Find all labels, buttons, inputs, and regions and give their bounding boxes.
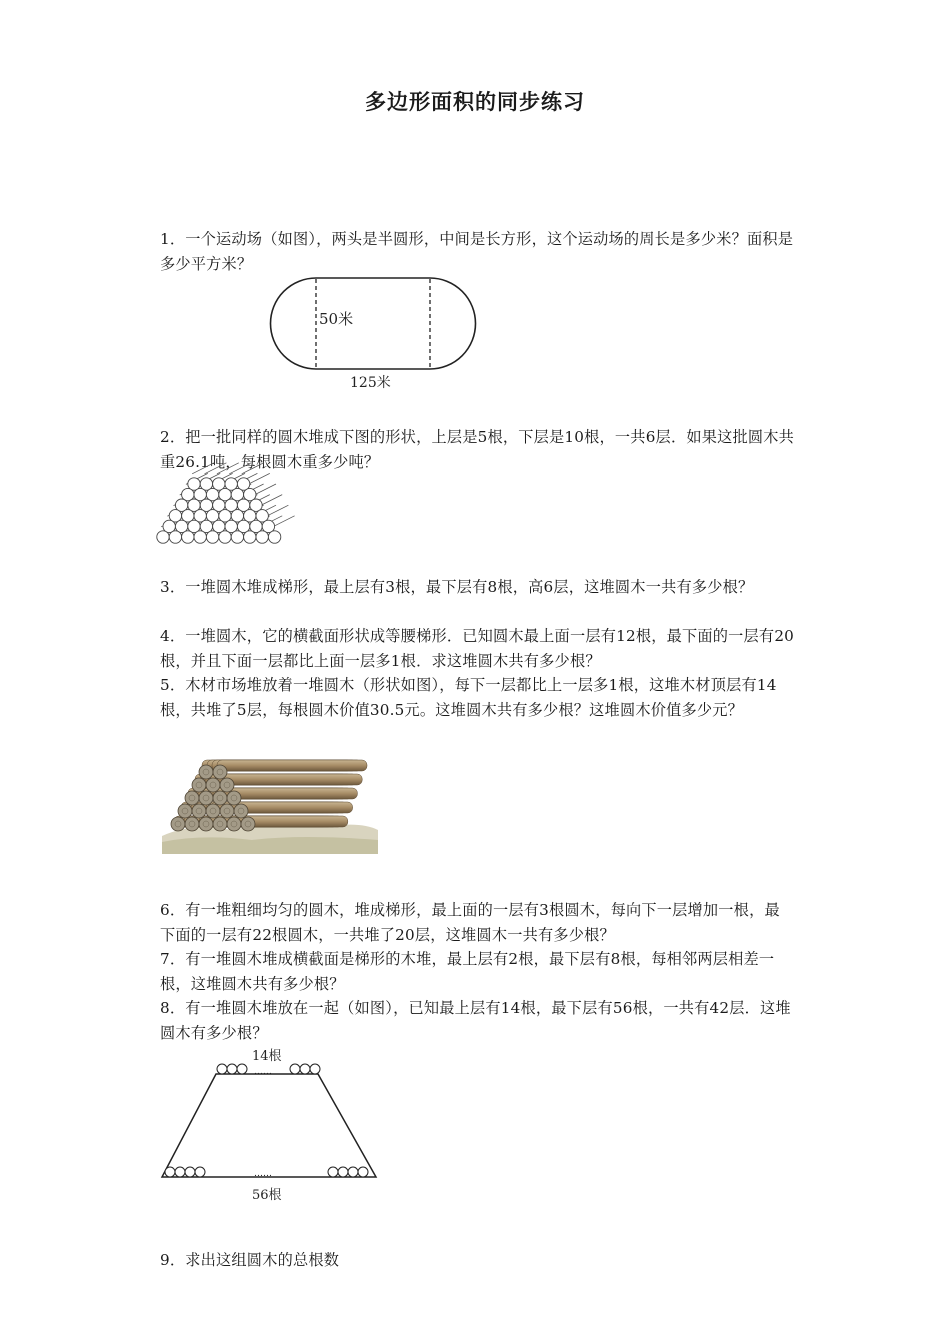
log-end (231, 531, 243, 543)
timber-log-end (199, 791, 213, 805)
pile-log (165, 1167, 175, 1177)
timber-log-end (227, 817, 241, 831)
timber-log (217, 760, 367, 771)
pile-log (310, 1064, 320, 1074)
timber-log-end (199, 765, 213, 779)
pile-log (195, 1167, 205, 1177)
timber-log-end (206, 778, 220, 792)
question-3: 3．一堆圆木堆成梯形，最上层有3根，最下层有8根，高6层，这堆圆木一共有多少根？ (160, 578, 754, 596)
timber-log-end (213, 817, 227, 831)
log-end (268, 531, 280, 543)
question-1: 1．一个运动场（如图），两头是半圆形，中间是长方形，这个运动场的周长是多少米？面积是多少平方米？ (160, 230, 794, 273)
stadium-figure (268, 276, 480, 394)
pile-log (227, 1064, 237, 1074)
question-2: 2．把一批同样的圆木堆成下图的形状，上层是5根，下层是10根，一共6层．如果这批圆木共重26.1吨，每根圆木重多少吨？ (160, 428, 795, 471)
log-end (244, 531, 256, 543)
log-body-line (254, 484, 276, 495)
question-7: 7．有一堆圆木堆成横截面是梯形的木堆，最上层有2根，最下层有8根，每相邻两层相差一根，这堆圆木共有多少根？ (160, 950, 775, 993)
page-title: 多边形面积的同步练习 (365, 90, 585, 114)
question-4: 4．一堆圆木，它的横截面形状成等腰梯形．已知圆木最上面一层有12根，最下面的一层有20根，并且下面一层都比上面一层多1根．求这堆圆木共有多少根？ (160, 627, 795, 670)
log-end (194, 531, 206, 543)
timber-log-end (185, 791, 199, 805)
trapezoid-pile-figure (160, 1044, 380, 1206)
timber-log-end (171, 817, 185, 831)
bottom-count-label: 56根 (252, 1188, 282, 1203)
log-end (182, 531, 194, 543)
bottom-ellipsis: …… (254, 1169, 272, 1179)
question-6: 6．有一堆粗细均匀的圆木，堆成梯形，最上面的一层有3根圆木，每向下一层增加一根，最下面的一层有22根圆木，一共堆了20层，这堆圆木一共有多少根？ (160, 901, 780, 944)
timber-log-end (234, 804, 248, 818)
top-ellipsis: …… (254, 1067, 272, 1077)
timber-log-end (241, 817, 255, 831)
pile-log (175, 1167, 185, 1177)
timber-log-end (213, 765, 227, 779)
pile-log (338, 1167, 348, 1177)
pile-log (348, 1167, 358, 1177)
stadium-outline (271, 278, 476, 369)
timber-log-end (220, 804, 234, 818)
timber-pile-photo (162, 756, 378, 854)
log-body-line (260, 495, 282, 506)
timber-log-end (206, 804, 220, 818)
width-label: 50米 (319, 310, 354, 328)
timber-log-end (185, 817, 199, 831)
pile-log (237, 1064, 247, 1074)
top-count-label: 14根 (252, 1049, 282, 1064)
log-body-line (267, 505, 289, 516)
log-body-line (273, 516, 295, 527)
trapezoid-outline (162, 1074, 376, 1177)
length-label: 125米 (350, 375, 391, 391)
timber-log (215, 774, 362, 785)
pile-log (290, 1064, 300, 1074)
log-body-line (248, 473, 270, 484)
timber-log-end (227, 791, 241, 805)
timber-log-end (178, 804, 192, 818)
question-8: 8．有一堆圆木堆放在一起（如图），已知最上层有14根，最下层有56根，一共有42层．这堆圆木有多少根？ (160, 999, 791, 1042)
pile-log (217, 1064, 227, 1074)
question-5: 5．木材市场堆放着一堆圆木（形状如图），每下一层都比上一层多1根，这堆木材顶层有14根，共堆了5层，每根圆木价值30.5元。这堆圆木共有多少根？这堆圆木价值多少元？ (160, 676, 777, 719)
pile-log (358, 1167, 368, 1177)
log-pile-figure (158, 472, 288, 544)
timber-log-end (213, 791, 227, 805)
question-9: 9．求出这组圆木的总根数 (160, 1251, 340, 1269)
log-end (256, 531, 268, 543)
pile-log (328, 1167, 338, 1177)
pile-log (300, 1064, 310, 1074)
timber-log-end (192, 778, 206, 792)
log-end (219, 531, 231, 543)
log-end (169, 531, 181, 543)
timber-log-end (199, 817, 213, 831)
timber-log-end (192, 804, 206, 818)
timber-log-end (220, 778, 234, 792)
log-end (157, 531, 169, 543)
log-end (206, 531, 218, 543)
grass (162, 837, 378, 854)
pile-log (185, 1167, 195, 1177)
